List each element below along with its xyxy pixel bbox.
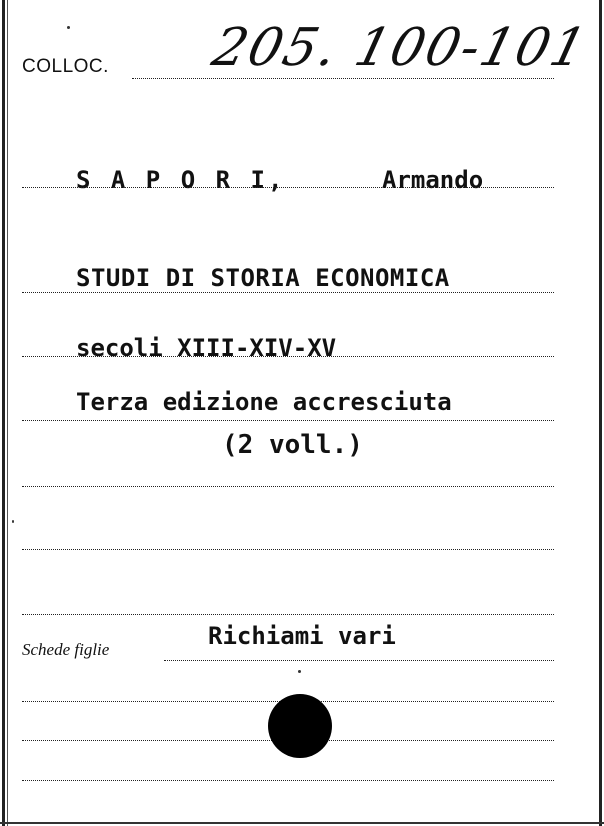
edition-dotted-line xyxy=(22,420,554,421)
colloc-dotted-line xyxy=(132,78,554,79)
speck xyxy=(298,670,301,673)
author-dotted-line xyxy=(22,187,554,188)
title-dotted-line-1 xyxy=(22,292,554,293)
punch-hole xyxy=(268,694,332,758)
card-border-bottom xyxy=(0,822,604,824)
blank-dotted-line xyxy=(22,614,554,615)
schede-figlie-label: Schede figlie xyxy=(22,640,110,659)
blank-dotted-line xyxy=(22,780,554,781)
title-dotted-line-2 xyxy=(22,356,554,357)
author-firstname: Armando xyxy=(382,166,484,194)
shelfmark-handwritten: 205. 100-101 xyxy=(206,18,594,78)
blank-dotted-line xyxy=(22,486,554,487)
card-border-right xyxy=(599,0,602,826)
title-line-1: STUDI DI STORIA ECONOMICA xyxy=(76,264,450,292)
author-surname: S A P O R I, xyxy=(76,166,286,194)
volumes-note: (2 voll.) xyxy=(222,430,363,460)
speck xyxy=(67,26,70,29)
richiami-vari: Richiami vari xyxy=(208,622,396,650)
schede-dotted-line xyxy=(164,660,554,661)
blank-dotted-line xyxy=(22,549,554,550)
card-border-left xyxy=(2,0,5,826)
edition-note: Terza edizione accresciuta xyxy=(76,388,452,416)
speck xyxy=(12,520,14,523)
title-line-2: secoli XIII-XIV-XV xyxy=(76,334,337,362)
card-border-left-inner xyxy=(7,0,8,826)
colloc-label: COLLOC. xyxy=(22,56,109,77)
